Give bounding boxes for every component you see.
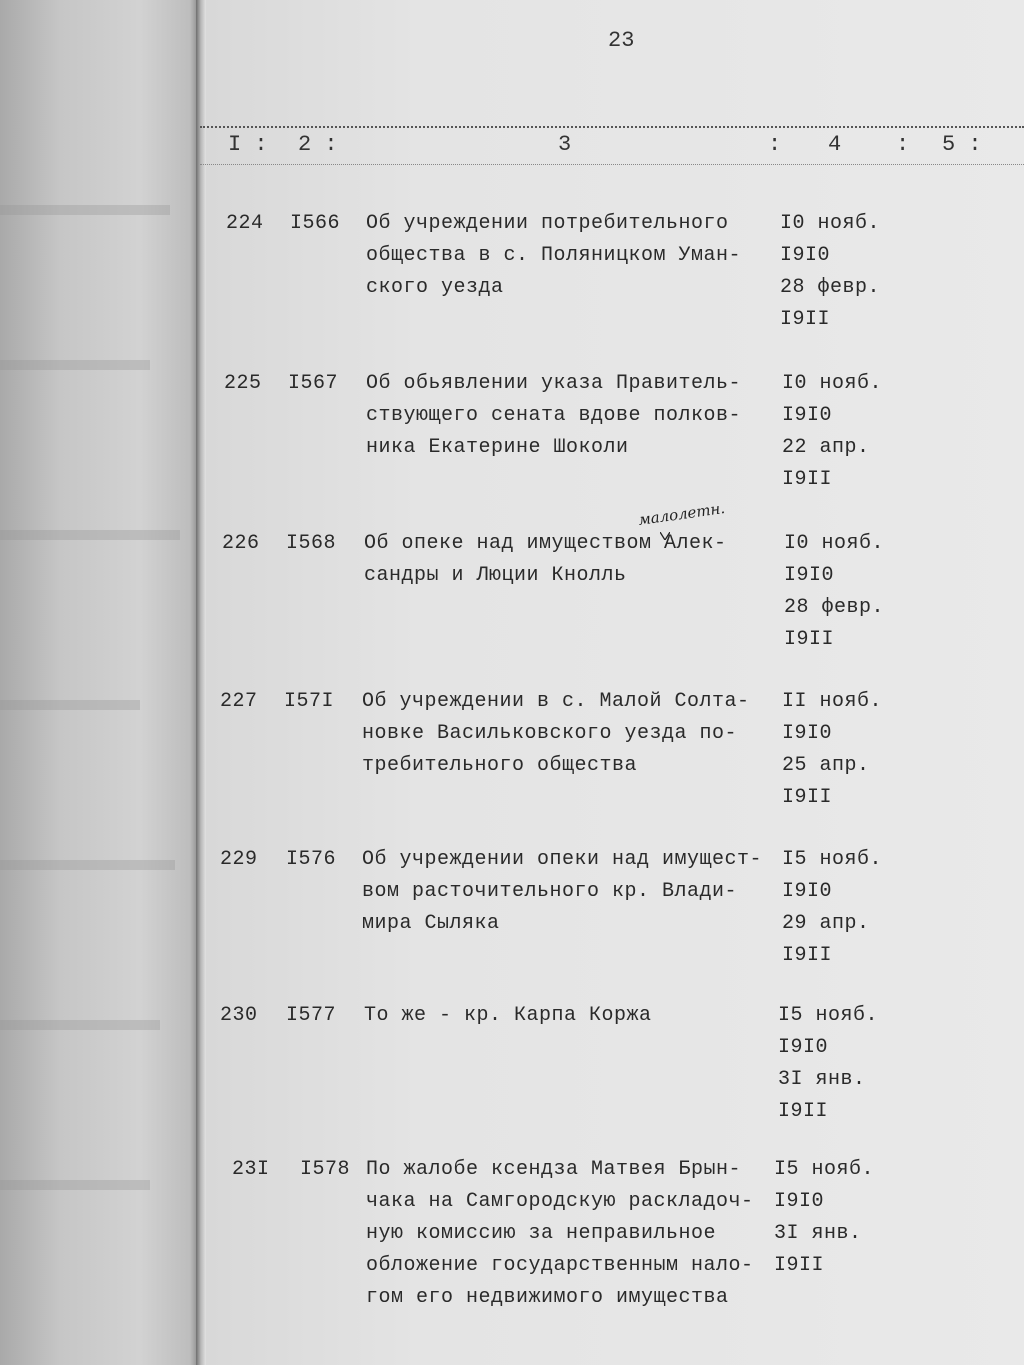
description-line: мира Сыляка — [362, 912, 500, 935]
column-header-2: 2 : — [298, 132, 338, 157]
description-line: общества в с. Поляницком Уман- — [366, 244, 742, 267]
date-line: I5 нояб. — [774, 1158, 875, 1181]
description-line: требительного общества — [362, 754, 638, 777]
entry-number: 224 — [226, 212, 264, 235]
date-line: I9II — [782, 786, 833, 809]
insertion-caret-icon — [660, 532, 670, 540]
description-line: По жалобе ксендза Матвея Брын- — [366, 1158, 742, 1181]
description-line: вом расточительного кр. Влади- — [362, 880, 738, 903]
entry-code: I578 — [300, 1158, 351, 1181]
entry-dates — [780, 208, 880, 336]
date-line: I9I0 — [782, 722, 833, 745]
date-line: I9I0 — [778, 1036, 829, 1059]
entry-code: I577 — [286, 1004, 337, 1027]
description-line: ника Екатерине Шоколи — [366, 436, 629, 459]
date-line: I0 нояб. — [780, 212, 881, 235]
date-line: I9I0 — [782, 404, 833, 427]
date-line: I5 нояб. — [782, 848, 883, 871]
date-line: 28 февр. — [784, 596, 885, 619]
description-line: новке Васильковского уезда по- — [362, 722, 738, 745]
date-line: I9I0 — [774, 1190, 825, 1213]
entry-description — [366, 208, 741, 304]
entry-code: I568 — [286, 532, 337, 555]
column-header-5: 5 : — [942, 132, 982, 157]
column-separator-4: : — [896, 132, 910, 157]
date-line: I5 нояб. — [778, 1004, 879, 1027]
date-line: I9II — [774, 1254, 825, 1277]
description-line: сандры и Люции Кнолль — [364, 564, 627, 587]
column-separator-3: : — [768, 132, 782, 157]
column-header-1: I : — [228, 132, 268, 157]
entry-code: I566 — [290, 212, 341, 235]
date-line: 22 апр. — [782, 436, 870, 459]
entry-dates — [778, 1000, 878, 1128]
date-line: 28 февр. — [780, 276, 881, 299]
description-line: чака на Самгородскую раскладоч- — [366, 1190, 754, 1213]
page-number: 23 — [608, 28, 635, 53]
handwritten-annotation: малолетн. — [637, 499, 727, 529]
description-line: обложение государственным нало- — [366, 1254, 754, 1277]
entry-description — [366, 368, 741, 464]
entry-code: I567 — [288, 372, 339, 395]
date-line: I0 нояб. — [784, 532, 885, 555]
description-line: Об учреждении потребительного — [366, 212, 729, 235]
entry-number: 229 — [220, 848, 258, 871]
date-line: I9II — [778, 1100, 829, 1123]
description-line: Об учреждении в с. Малой Солта- — [362, 690, 750, 713]
date-line: 3I янв. — [778, 1068, 866, 1091]
date-line: 3I янв. — [774, 1222, 862, 1245]
entry-number: 226 — [222, 532, 260, 555]
entry-description — [362, 686, 750, 782]
date-line: I9II — [780, 308, 831, 331]
description-line: То же - кр. Карпа Коржа — [364, 1004, 652, 1027]
entry-description — [362, 844, 762, 940]
entry-dates — [784, 528, 884, 656]
entry-dates — [782, 844, 882, 972]
header-bottom-rule — [200, 164, 1024, 165]
date-line: I9II — [782, 944, 833, 967]
date-line: I9II — [784, 628, 835, 651]
date-line: I9I0 — [784, 564, 835, 587]
date-line: I0 нояб. — [782, 372, 883, 395]
entry-number: 227 — [220, 690, 258, 713]
entry-dates — [782, 368, 882, 496]
description-line: ского уезда — [366, 276, 504, 299]
date-line: 29 апр. — [782, 912, 870, 935]
description-line: ствующего сената вдове полков- — [366, 404, 742, 427]
date-line: 25 апр. — [782, 754, 870, 777]
description-line: Об учреждении опеки над имущест- — [362, 848, 763, 871]
entry-code: I576 — [286, 848, 337, 871]
entry-code: I57I — [284, 690, 335, 713]
book-spine — [196, 0, 206, 1365]
description-line: гом его недвижимого имущества — [366, 1286, 729, 1309]
date-line: I9I0 — [780, 244, 831, 267]
left-page-edge — [0, 0, 198, 1365]
description-line: Об опеке над имуществом Алек- — [364, 532, 727, 555]
date-line: II нояб. — [782, 690, 883, 713]
entry-description — [364, 528, 727, 592]
date-line: I9I0 — [782, 880, 833, 903]
column-header-3: 3 — [558, 132, 572, 157]
entry-number: 225 — [224, 372, 262, 395]
entry-description — [364, 1000, 652, 1032]
date-line: I9II — [782, 468, 833, 491]
description-line: ную комиссию за неправильное — [366, 1222, 717, 1245]
column-header-4: 4 — [828, 132, 842, 157]
entry-dates — [782, 686, 882, 814]
entry-number: 230 — [220, 1004, 258, 1027]
description-line: Об обьявлении указа Правитель- — [366, 372, 742, 395]
entry-description — [366, 1154, 754, 1314]
entry-number: 23I — [232, 1158, 270, 1181]
entry-dates — [774, 1154, 874, 1282]
header-top-rule — [200, 126, 1024, 128]
